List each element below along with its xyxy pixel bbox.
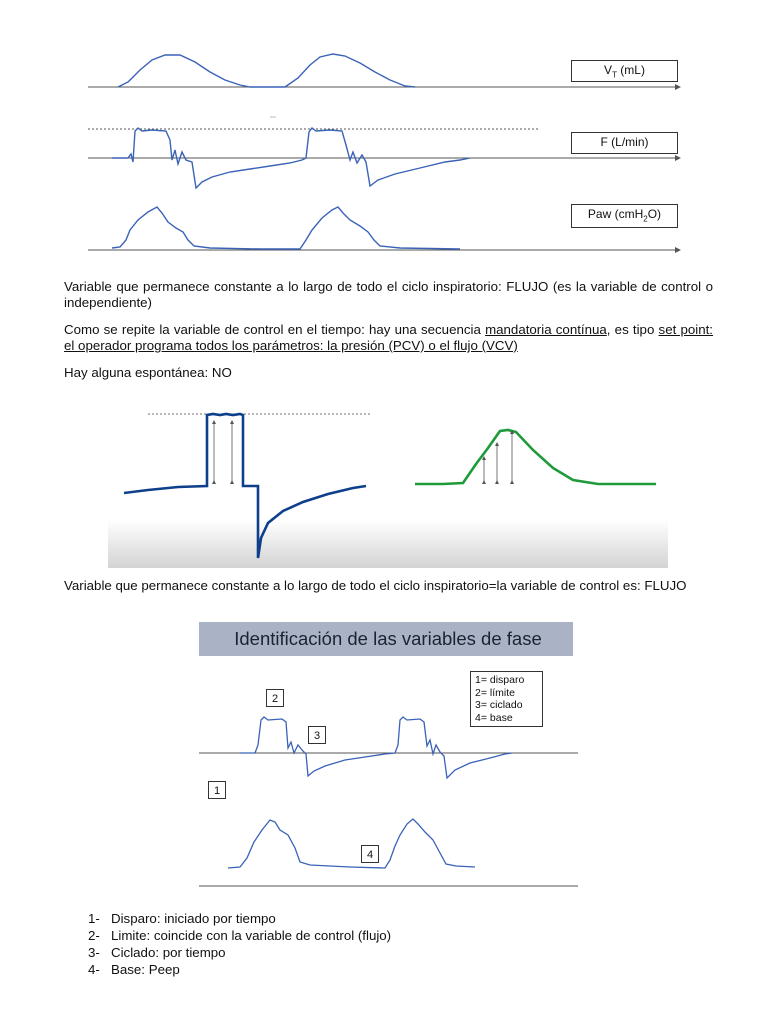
legend-item: 4= base: [475, 711, 513, 724]
list-item-number: 3-: [88, 945, 100, 960]
list-item-text: Ciclado: por tiempo: [111, 945, 226, 960]
paw-waveform: [112, 207, 460, 249]
phase-pressure-waveform: [228, 819, 475, 868]
legend-item: 2= límite: [475, 686, 515, 699]
phase-variables-list: [88, 910, 391, 978]
list-item-number: 4-: [88, 962, 100, 977]
paragraph-sequence-text-2: , es tipo: [606, 322, 659, 337]
paragraph-control-variable-flow: Variable que permanece constante a lo largo de todo el ciclo inspiratorio=la variable de control es: FLUJO: [64, 578, 687, 593]
vt-label-box: [571, 60, 678, 82]
phase-variables-graph: [0, 650, 768, 910]
figure-flow-pressure-comparison: [108, 398, 668, 568]
phase-legend: [470, 671, 543, 727]
marker-trigger: 1: [208, 781, 226, 799]
paw-label-box: [571, 204, 678, 228]
marker-limit: 2: [266, 689, 284, 707]
list-item-text: Base: Peep: [111, 962, 180, 977]
vt-waveform: [118, 54, 415, 87]
list-item-number: 1-: [88, 911, 100, 926]
vt-label-subscript: T: [612, 70, 617, 80]
paragraph-sequence-text-1: Como se repite la variable de control en el tiempo: hay una secuencia: [64, 322, 486, 337]
paragraph-control-variable: Variable que permanece constante a lo largo de todo el ciclo inspiratorio: FLUJO (es la variable de control o independiente): [64, 279, 713, 310]
legend-item: 1= disparo: [475, 674, 525, 686]
paragraph-sequence-underlined-1: mandatoria contínua: [485, 322, 607, 337]
list-item-number: 2-: [88, 928, 100, 943]
marker-cycle: 3: [308, 726, 326, 744]
paragraph-sequence: [64, 322, 713, 354]
paw-label-subscript: 2: [643, 214, 648, 224]
list-item-text: Limite: coincide con la variable de control (flujo): [111, 928, 392, 943]
marker-baseline: 4: [361, 845, 379, 863]
legend-item: 3= ciclado: [475, 699, 523, 711]
pressure-waveform: [415, 430, 656, 484]
list-item: [88, 927, 391, 944]
list-item-text: Disparo: iniciado por tiempo: [111, 911, 276, 926]
paw-label-end: O): [647, 207, 662, 221]
list-item: [88, 961, 391, 978]
paragraph-sequence-underlined-2: set point: el operador programa todos los parámetros: la presión (PCV) o el flujo (VCV): [64, 322, 713, 353]
figure-phase-variables-title: Identificación de las variables de fase: [199, 622, 577, 656]
flow-label: F (L/min): [600, 135, 649, 149]
list-item: [88, 910, 391, 927]
paragraph-spontaneous: Hay alguna espontánea: NO: [64, 365, 232, 380]
flow-pressure-graph: [108, 398, 668, 568]
list-item: [88, 944, 391, 961]
vt-label-unit: (mL): [616, 63, 645, 77]
vt-label: V: [604, 63, 613, 77]
flow-label-box: [571, 132, 678, 154]
paw-label: Paw (cmH: [587, 207, 644, 221]
square-flow-waveform: [124, 414, 366, 558]
